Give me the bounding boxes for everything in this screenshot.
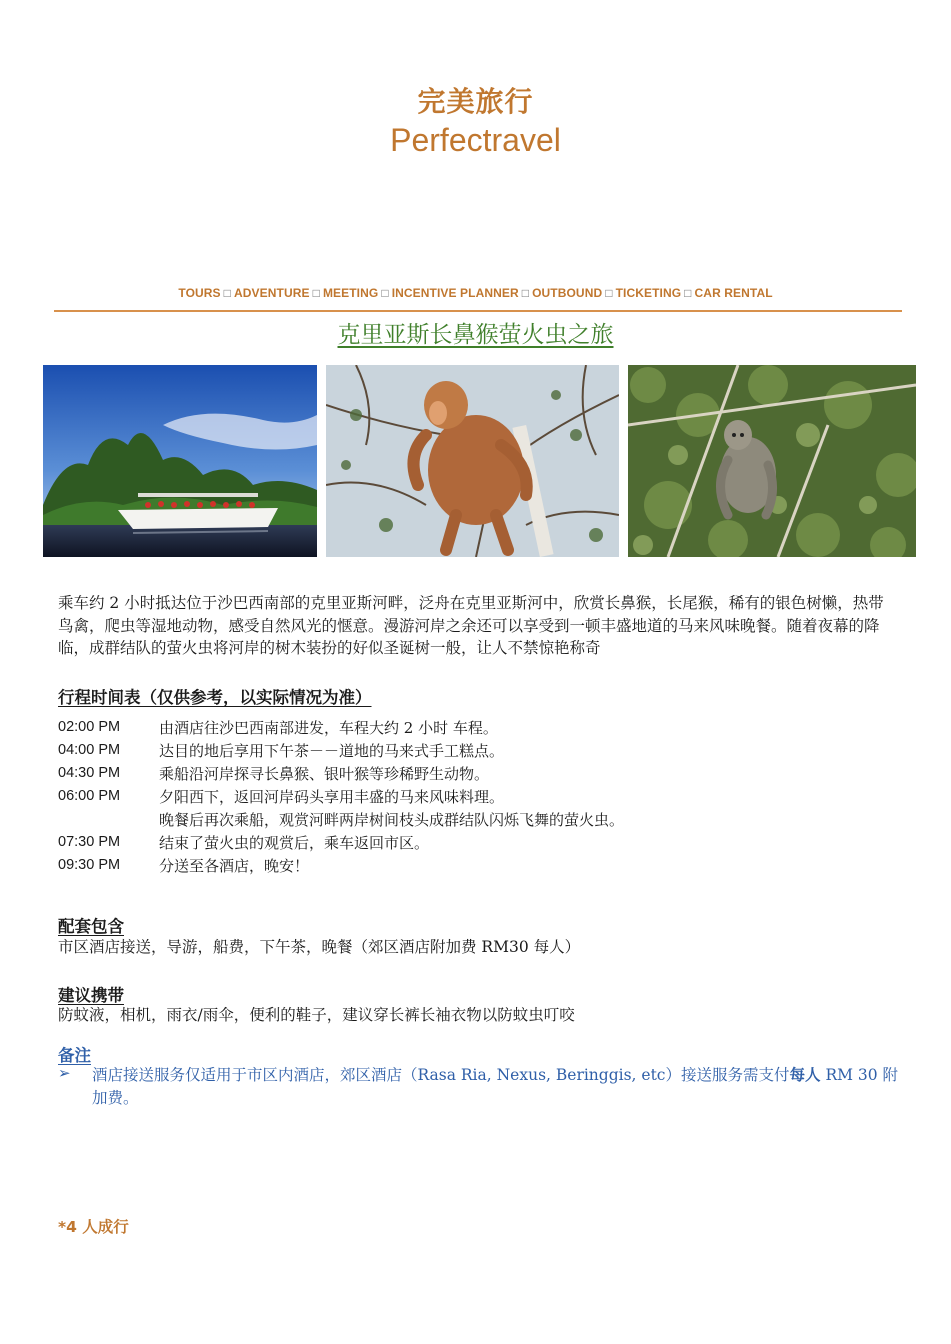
brand-name-cn: 完美旅行 — [417, 85, 534, 118]
tour-intro: 乘车约 2 小时抵达位于沙巴西南部的克里亚斯河畔，泛舟在克里亚斯河中，欣赏长鼻猴，长尾猴，稀有的银色树懒，热带鸟禽，爬虫等湿地动物，感受自然风光的惬意。漫游河岸之余还可以享受到一顿丰盛地道的马来风味晚餐。随着夜幕的降临，成群结队的萤火虫将河岸的树木装扮的好似圣诞树一般，让人不禁惊艳称奇 — [58, 594, 884, 657]
arrow-bullet-icon: ➢ — [58, 1064, 71, 1082]
service-car-rental: CAR RENTAL — [694, 286, 773, 300]
notes-text-after: RM 30 附加费。 — [92, 1066, 899, 1107]
bring-heading: 建议携带 — [58, 986, 124, 1005]
schedule-time: 07:30 PM — [58, 834, 121, 850]
proboscis-monkey-photo — [326, 365, 619, 557]
service-tours: TOURS — [178, 286, 221, 300]
service-separator: □ — [521, 286, 530, 300]
schedule-heading: 行程时间表（仅供参考，以实际情况为准） — [58, 688, 372, 707]
schedule-row — [58, 717, 898, 740]
inclusions-heading: 配套包含 — [58, 917, 124, 936]
service-separator: □ — [684, 286, 692, 300]
service-incentive-planner: INCENTIVE PLANNER — [391, 286, 519, 300]
schedule-desc: 乘船沿河岸探寻长鼻猴、银叶猴等珍稀野生动物。 — [159, 765, 490, 783]
notes-text-bold: 每人 — [789, 1065, 821, 1084]
schedule-row — [58, 809, 898, 832]
service-separator: □ — [223, 286, 232, 300]
schedule-row — [58, 786, 898, 809]
header-divider — [54, 310, 902, 312]
service-adventure: ADVENTURE — [234, 286, 310, 300]
schedule-desc: 夕阳西下，返回河岸码头享用丰盛的马来风味料理。 — [159, 788, 505, 806]
schedule-time: 02:00 PM — [58, 719, 121, 735]
brand-name-en: Perfectravel — [390, 122, 561, 158]
bring-text: 防蚊液，相机，雨衣/雨伞，便利的鞋子，建议穿长裤长袖衣物以防蚊虫叮咬 — [58, 1006, 575, 1024]
notes-text — [92, 1063, 902, 1110]
notes-heading: 备注 — [58, 1046, 91, 1065]
service-meeting: MEETING — [322, 286, 379, 300]
services-line — [0, 286, 951, 300]
schedule-row — [58, 855, 898, 878]
service-separator: □ — [605, 286, 613, 300]
schedule-time: 04:00 PM — [58, 742, 121, 758]
service-outbound: OUTBOUND — [532, 286, 603, 300]
schedule-list — [58, 717, 898, 878]
schedule-row — [58, 832, 898, 855]
schedule-time: 06:00 PM — [58, 788, 121, 804]
inclusions-text: 市区酒店接送，导游，船费，下午茶，晚餐（郊区酒店附加费 RM30 每人） — [58, 938, 581, 956]
min-pax-note: *4 人成行 — [58, 1218, 129, 1236]
schedule-row — [58, 763, 898, 786]
schedule-desc: 晚餐后再次乘船，观赏河畔两岸树间枝头成群结队闪烁飞舞的萤火虫。 — [159, 811, 625, 829]
schedule-time: 09:30 PM — [58, 857, 121, 873]
schedule-desc: 由酒店往沙巴西南部进发，车程大约 2 小时 车程。 — [159, 719, 498, 737]
notes-text-before: 酒店接送服务仅适用于市区内酒店，郊区酒店（Rasa Ria, Nexus, Beringgis, etc）接送服务需支付 — [92, 1066, 790, 1084]
schedule-desc: 达目的地后享用下午茶－－道地的马来式手工糕点。 — [159, 742, 505, 760]
river-boat-photo — [43, 365, 317, 557]
service-ticketing: TICKETING — [615, 286, 682, 300]
schedule-desc: 结束了萤火虫的观赏后，乘车返回市区。 — [159, 834, 430, 852]
tour-title: 克里亚斯长鼻猴萤火虫之旅 — [337, 322, 614, 348]
service-separator: □ — [381, 286, 389, 300]
macaque-photo — [628, 365, 916, 557]
schedule-desc: 分送至各酒店，晚安！ — [159, 857, 310, 875]
schedule-time: 04:30 PM — [58, 765, 121, 781]
service-separator: □ — [312, 286, 320, 300]
schedule-row — [58, 740, 898, 763]
